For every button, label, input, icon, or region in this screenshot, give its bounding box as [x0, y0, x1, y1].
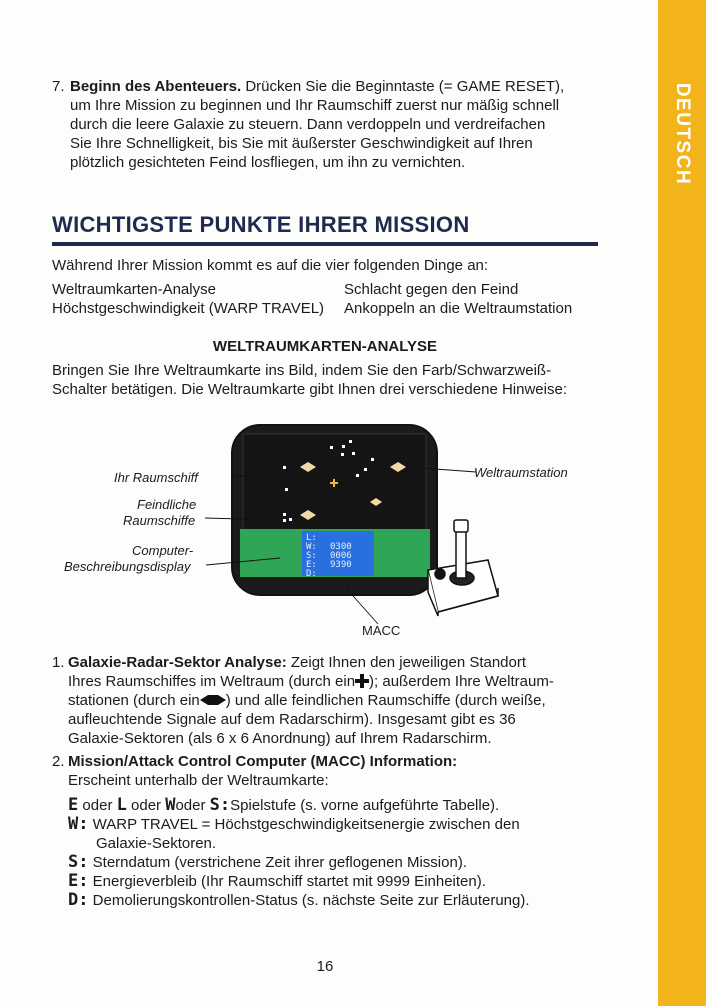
- code-line-3: [68, 853, 467, 872]
- analysis-line-2: Schalter betätigen. Die Weltraumkarte gibt Ihnen drei verschiedene Hinweise:: [52, 381, 567, 398]
- label-macc: MACC: [362, 623, 401, 638]
- code-s-label: S:: [68, 852, 89, 872]
- code-line-2-cont: Galaxie-Sektoren.: [96, 835, 217, 852]
- item-1-title: Galaxie-Radar-Sektor Analyse:: [68, 654, 287, 671]
- step-number: 7.: [52, 78, 65, 95]
- subheading: WELTRAUMKARTEN-ANALYSE: [212, 338, 438, 355]
- code-line-4: [68, 872, 486, 891]
- step-line-1: [70, 77, 564, 96]
- step-line-3: durch die leere Galaxie zu steuern. Dann verdoppeln und verdreifachen: [70, 116, 546, 133]
- step-line-5: plötzlich gesichteten Feind losfliegen, um ihn zu vernichten.: [70, 154, 466, 171]
- readout-letter-d: D:: [306, 569, 317, 579]
- item-2-line-1: Erscheint unterhalb der Weltraumkarte:: [68, 772, 329, 789]
- label-enemy-1: Feindliche: [137, 497, 197, 512]
- point-1: Weltraumkarten-Analyse: [52, 281, 216, 298]
- step-title: Beginn des Abenteuers.: [70, 78, 242, 95]
- page-number: 16: [316, 958, 334, 975]
- readout-letter-w: W:: [306, 542, 317, 552]
- readout-value-e: 9390: [330, 560, 352, 570]
- cross-icon: [355, 674, 369, 688]
- space-map-illustration: [0, 420, 650, 640]
- point-3: Höchstgeschwindigkeit (WARP TRAVEL): [52, 300, 325, 317]
- language-tab-label: DEUTSCH: [672, 82, 693, 186]
- code-line-1: [68, 796, 499, 815]
- item-1-line-3: [68, 691, 546, 710]
- readout-value-s: 0006: [330, 551, 352, 561]
- code-desc-1: Spielstufe (s. vorne aufgeführte Tabelle).: [230, 797, 500, 814]
- joystick-illustration: [428, 520, 498, 616]
- item-1-text-3b: ) und alle feindlichen Raumschiffe (durch weiße,: [225, 692, 546, 709]
- code-desc-4: Energieverbleib (Ihr Raumschiff startet mit 9999 Einheiten).: [88, 873, 486, 890]
- code-line-5: [68, 891, 530, 910]
- analysis-line-1: Bringen Sie Ihre Weltraumkarte ins Bild, indem Sie den Farb/Schwarzweiß-: [52, 362, 552, 379]
- label-station: Weltraumstation: [474, 465, 568, 480]
- item-1-line-2: [68, 672, 554, 691]
- step-line-2: um Ihre Mission zu beginnen und Ihr Raumschiff zuerst nur mäßig schnell: [70, 97, 560, 114]
- item-1-text-3a: stationen (durch ein: [68, 692, 200, 709]
- code-sep-2: oder: [126, 797, 166, 814]
- readout-letter-s: S:: [306, 551, 317, 561]
- step-text-1: Drücken Sie die Beginntaste (= GAME RESET),: [245, 78, 565, 95]
- item-1-line-5: Galaxie-Sektoren (als 6 x 6 Anordnung) auf Ihrem Radarschirm.: [68, 730, 492, 747]
- readout-letter-e: E:: [306, 560, 317, 570]
- point-2: Schlacht gegen den Feind: [344, 281, 519, 298]
- item-2-number: 2.: [52, 753, 65, 770]
- readout-value-w: 0300: [330, 542, 352, 552]
- code-sep-3: oder: [175, 797, 210, 814]
- item-1-text-1: Zeigt Ihnen den jeweiligen Standort: [290, 654, 527, 671]
- code-w-label: W:: [68, 814, 89, 834]
- code-sep-1: oder: [78, 797, 117, 814]
- intro-text: Während Ihrer Mission kommt es auf die vier folgenden Dinge an:: [52, 257, 489, 274]
- code-l: L: [116, 795, 127, 815]
- label-computer-2: Beschreibungsdisplay: [64, 559, 191, 574]
- code-e-label: E:: [68, 871, 89, 891]
- point-4: Ankoppeln an die Weltraumstation: [344, 300, 573, 317]
- station-icon: [200, 693, 226, 707]
- item-2-title: Mission/Attack Control Computer (MACC) Information:: [68, 753, 458, 770]
- heading-rule: [52, 242, 598, 246]
- item-1-line-4: aufleuchtende Signale auf dem Radarschirm). Insgesamt gibt es 36: [68, 711, 516, 728]
- item-1-number: 1.: [52, 654, 65, 671]
- code-s: S:: [209, 795, 231, 815]
- code-w: W: [165, 795, 176, 815]
- code-line-2: [68, 815, 520, 834]
- item-1-text-2a: Ihres Raumschiffes im Weltraum (durch ein: [68, 673, 356, 690]
- code-desc-2: WARP TRAVEL = Höchstgeschwindigkeitsenergie zwischen den: [88, 816, 520, 833]
- item-1-text-2b: ); außerdem Ihre Weltraum-: [369, 673, 554, 690]
- code-desc-5: Demolierungskontrollen-Status (s. nächste Seite zur Erläuterung).: [88, 892, 530, 909]
- section-heading: WICHTIGSTE PUNKTE IHRER MISSION: [52, 212, 470, 237]
- item-1-line-1: [68, 653, 526, 672]
- code-d-label: D:: [68, 890, 89, 910]
- label-enemy-2: Raumschiffe: [123, 513, 196, 528]
- label-computer-1: Computer-: [132, 543, 194, 558]
- step-line-4: Sie Ihre Schnelligkeit, bis Sie mit äußerster Geschwindigkeit auf Ihren: [70, 135, 533, 152]
- code-e: E: [68, 795, 79, 815]
- label-ship: Ihr Raumschiff: [114, 470, 198, 485]
- code-desc-3: Sterndatum (verstrichene Zeit ihrer geflogenen Mission).: [88, 854, 467, 871]
- readout-letter-l: L:: [306, 533, 317, 543]
